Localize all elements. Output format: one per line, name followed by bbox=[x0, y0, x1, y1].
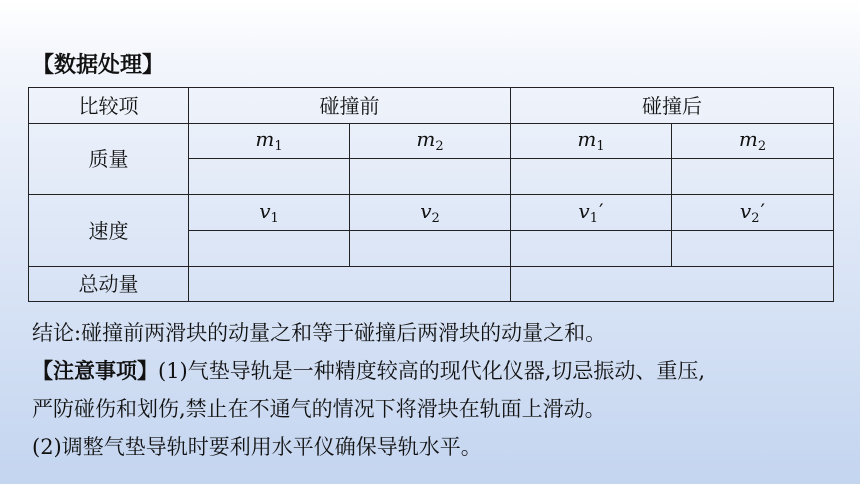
mass-value-cell bbox=[511, 159, 672, 195]
symbol-subscript: 1 bbox=[596, 139, 605, 154]
velocity-symbol-cell bbox=[511, 195, 672, 231]
velocity-symbol-cell bbox=[189, 195, 350, 231]
symbol-base: m bbox=[416, 127, 436, 151]
velocity-label: 速度 bbox=[29, 195, 189, 267]
velocity-value-cell bbox=[672, 231, 834, 267]
symbol-base: m bbox=[255, 127, 275, 151]
symbol-base: v bbox=[578, 198, 590, 223]
symbol-base: m bbox=[577, 127, 597, 151]
before-collision-header: 碰撞前 bbox=[189, 88, 511, 124]
mass-value-cell bbox=[672, 159, 834, 195]
symbol-subscript: 1 bbox=[270, 210, 279, 226]
velocity-symbol-cell bbox=[672, 195, 834, 231]
total-momentum-row bbox=[29, 267, 834, 302]
conclusion-line: 结论:碰撞前两滑块的动量之和等于碰撞后两滑块的动量之和。 bbox=[32, 321, 607, 345]
symbol-prime: ′ bbox=[760, 198, 766, 223]
data-table bbox=[28, 87, 834, 302]
symbol-base: v bbox=[420, 198, 432, 223]
symbol-subscript: 2 bbox=[435, 139, 444, 154]
mass-symbol-cell bbox=[350, 124, 511, 159]
table-header-row bbox=[29, 88, 834, 124]
velocity-value-cell bbox=[189, 231, 350, 267]
mass-symbol-cell bbox=[189, 124, 350, 159]
after-collision-header: 碰撞后 bbox=[511, 88, 834, 124]
velocity-symbol-cell bbox=[350, 195, 511, 231]
symbol-prime: ′ bbox=[599, 198, 604, 223]
mass-value-cell bbox=[350, 159, 511, 195]
symbol-subscript: 2 bbox=[757, 139, 767, 154]
section-heading: 【数据处理】 bbox=[32, 53, 165, 78]
symbol-base: m bbox=[738, 127, 758, 151]
total-momentum-label: 总动量 bbox=[29, 267, 189, 302]
notes-line-2: 严防碰伤和划伤,禁止在不通气的情况下将滑块在轨面上滑动。 bbox=[32, 397, 606, 421]
velocity-symbol-row bbox=[29, 195, 834, 231]
velocity-value-cell bbox=[350, 231, 511, 267]
comparison-item-header: 比较项 bbox=[29, 88, 189, 124]
notes-line-3: (2)调整气垫导轨时要利用水平仪确保导轨水平。 bbox=[32, 435, 482, 459]
total-momentum-after-cell bbox=[511, 267, 834, 302]
symbol-base: v bbox=[739, 198, 752, 223]
mass-symbol-cell bbox=[511, 124, 672, 159]
symbol-subscript: 2 bbox=[751, 210, 760, 226]
mass-symbol-cell bbox=[672, 124, 834, 159]
symbol-subscript: 1 bbox=[589, 210, 599, 226]
symbol-base: v bbox=[259, 198, 271, 223]
mass-value-cell bbox=[189, 159, 350, 195]
notes-text-1: (1)气垫导轨是一种精度较高的现代化仪器,切忌振动、重压, bbox=[158, 359, 706, 383]
velocity-value-cell bbox=[511, 231, 672, 267]
symbol-subscript: 2 bbox=[431, 210, 440, 226]
body-text bbox=[32, 314, 842, 466]
notes-line-1 bbox=[32, 352, 842, 390]
total-momentum-before-cell bbox=[189, 267, 511, 302]
symbol-subscript: 1 bbox=[274, 139, 283, 154]
notes-title: 【注意事项】 bbox=[32, 358, 158, 383]
mass-label: 质量 bbox=[29, 124, 189, 195]
mass-symbol-row bbox=[29, 124, 834, 159]
